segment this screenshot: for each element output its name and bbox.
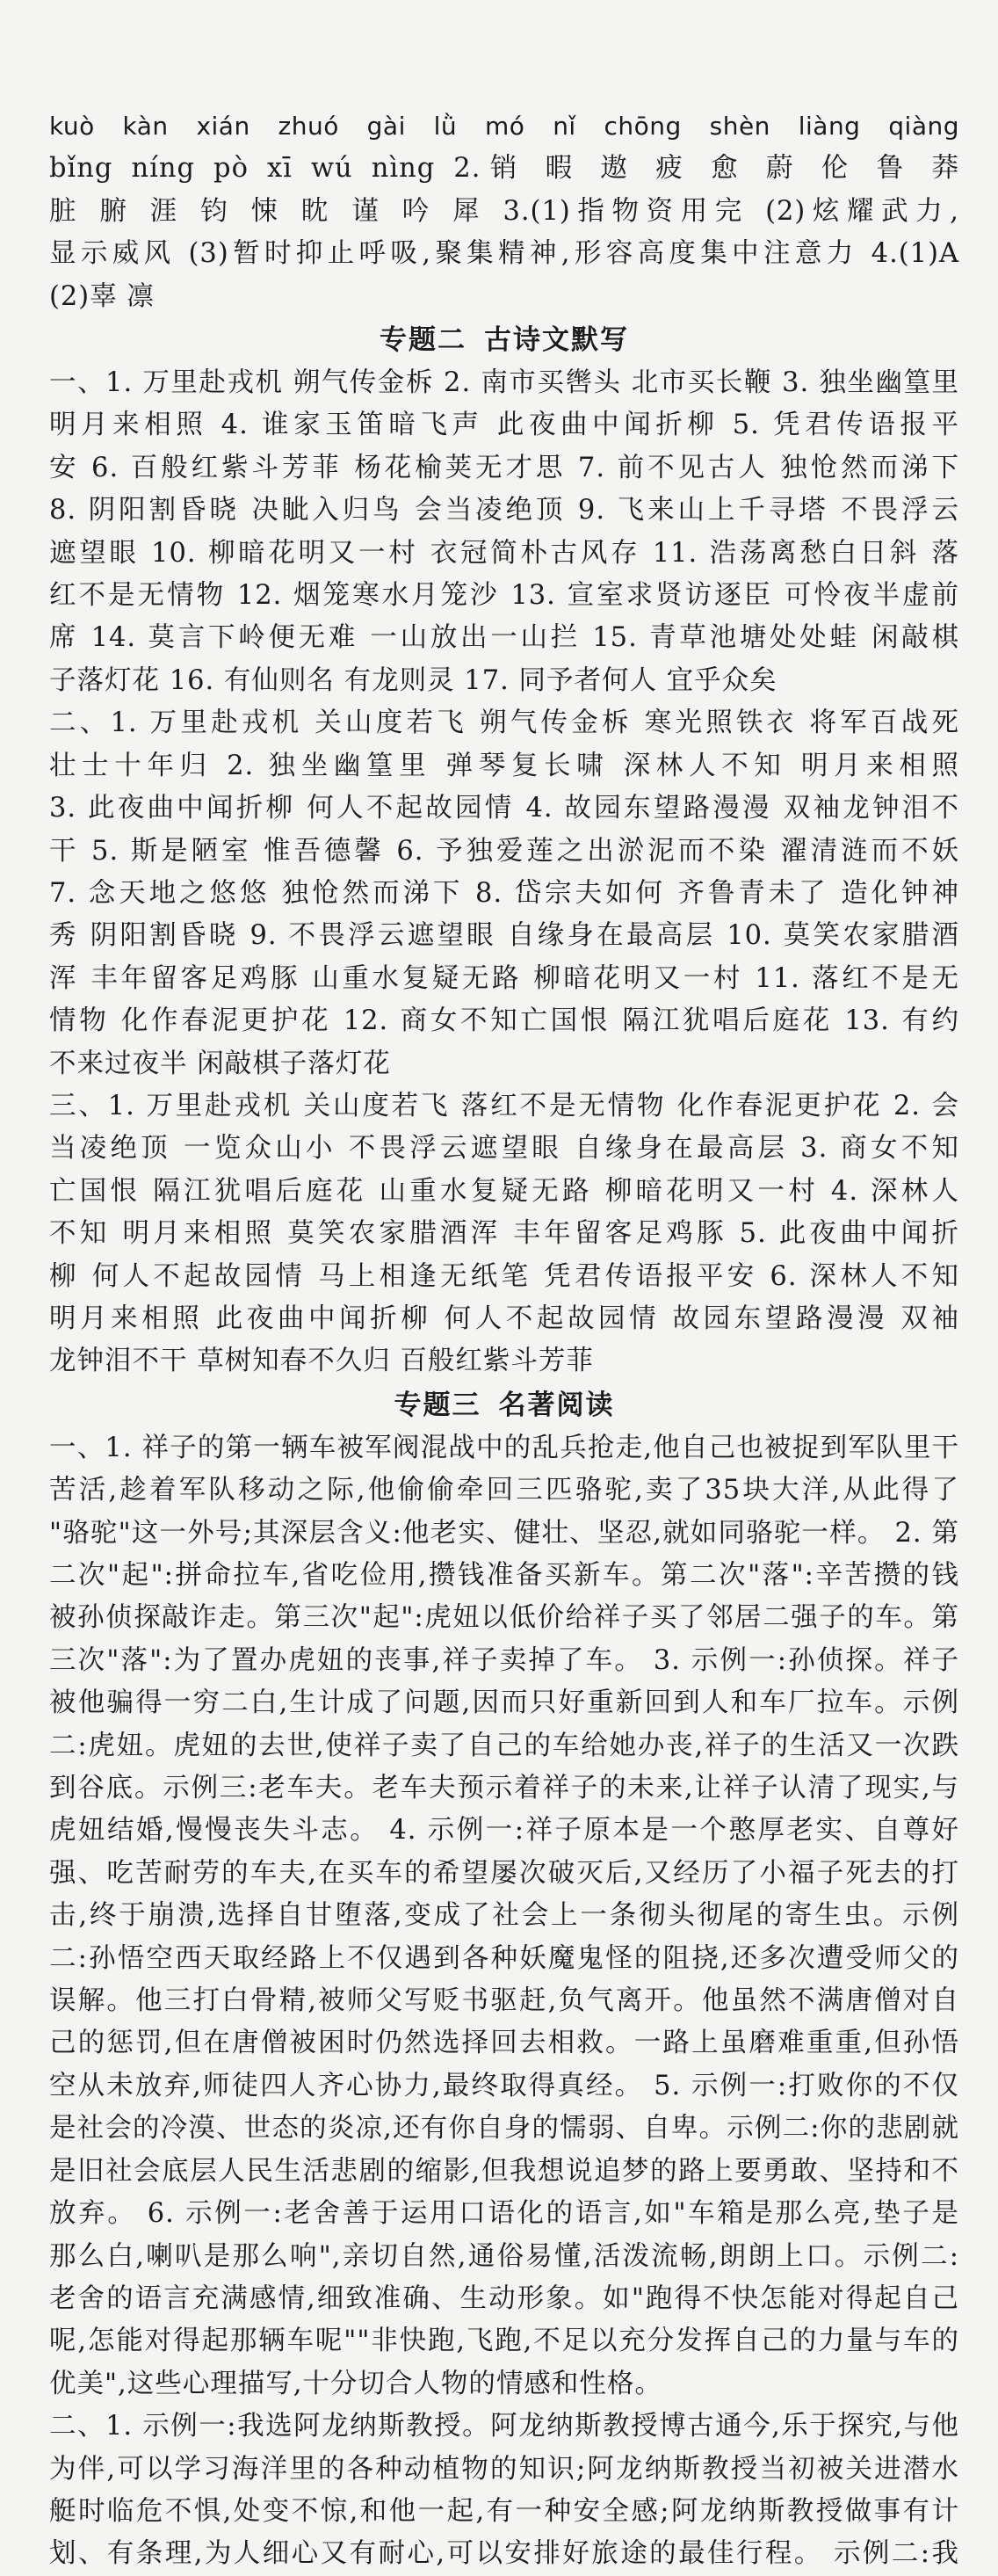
text-line: 浑 丰年留客足鸡豚 山重水复疑无路 柳暗花明又一村 11. 落红不是无 [49, 962, 959, 994]
text-line: 艇时临危不惧,处变不惊,和他一起,有一种安全感;阿龙纳斯教授做事有计 [49, 2495, 959, 2527]
text-line: 老舍的语言充满感情,细致准确、生动形象。如"跑得不快怎能对得起自己 [49, 2282, 959, 2314]
text-line: 是旧社会底层人民生活悲剧的缩影,但我想说追梦的路上要勇敢、坚持和不 [49, 2155, 959, 2187]
text-line: "骆驼"这一外号;其深层含义:他老实、健壮、坚忍,就如同骆驼一样。 2. 第 [49, 1517, 959, 1549]
text-line: 强、吃苦耐劳的车夫,在买车的希望屡次破灭后,又经历了小福子死去的打 [49, 1857, 959, 1889]
text-line: 一、1. 祥子的第一辆车被军阀混战中的乱兵抢走,他自己也被捉到军队里干 [49, 1432, 959, 1463]
text-line: 二、1. 示例一:我选阿龙纳斯教授。阿龙纳斯教授博古通今,乐于探究,与他 [49, 2411, 959, 2442]
text-line: 被他骗得一穷二白,生计成了问题,因而只好重新回到人和车厂拉车。示例 [49, 1687, 959, 1719]
text-line: 情物 化作春泥更护花 12. 商女不知亡国恨 隔江犹唱后庭花 13. 有约 [49, 1005, 959, 1037]
text-line: 亡国恨 隔江犹唱后庭花 山重水复疑无路 柳暗花明又一村 4. 深林人 [49, 1175, 959, 1207]
text-line: 误解。他三打白骨精,被师父写贬书驱赶,负气离开。他虽然不满唐僧对自 [49, 1985, 959, 2017]
text-line: 8. 阴阳割昏晓 决眦入归鸟 会当凌绝顶 9. 飞来山上千寻塔 不畏浮云 [49, 495, 959, 526]
section-label: 专题三 [394, 1389, 481, 1421]
text-line: 席 14. 莫言下岭便无难 一山放出一山拦 15. 青草池塘处处蛙 闲敲棋 [49, 622, 959, 654]
text-line: 空从未放弃,师徒四人齐心协力,最终取得真经。 5. 示例一:打败你的不仅 [49, 2070, 959, 2101]
text-line: 一、1. 万里赴戎机 朔气传金柝 2. 南市买辔头 北市买长鞭 3. 独坐幽篁里 [49, 367, 959, 399]
pinyin-line: kuò kàn xián zhuó gài lǜ mó nǐ chōng shèn liàng qiàng [49, 112, 959, 141]
text-line: 三、1. 万里赴戎机 关山度若飞 落红不是无情物 化作春泥更护花 2. 会 [49, 1090, 959, 1121]
section-title: 名著阅读 [498, 1389, 615, 1421]
section-title: 古诗文默写 [484, 324, 629, 357]
text-line: 击,终于崩溃,选择自甘堕落,变成了社会上一条彻头彻尾的寄生虫。示例 [49, 1900, 959, 1932]
text-line: 二、1. 万里赴戎机 关山度若飞 朔气传金柝 寒光照铁衣 将军百战死 [49, 707, 959, 739]
text-line: 放弃。 6. 示例一:老舍善于运用口语化的语言,如"车箱是那么亮,垫子是 [49, 2198, 959, 2230]
text-line: 柳 何人不起故园情 马上相逢无纸笔 凭君传语报平安 6. 深林人不知 [49, 1260, 959, 1292]
text-line: 苦活,趁着军队移动之际,他偷偷牵回三匹骆驼,卖了35块大洋,从此得了 [49, 1475, 959, 1506]
text-line: 那么白,喇叭是那么响",亲切自然,通俗易懂,活泼流畅,朗朗上口。示例二: [49, 2240, 959, 2272]
text-line: 被孙侦探敲诈走。第三次"起":虎妞以低价给祥子买了邻居二强子的车。第 [49, 1602, 959, 1634]
text-line: 明月来相照 4. 谁家玉笛暗飞声 此夜曲中闻折柳 5. 凭君传语报平 [49, 410, 959, 441]
text-line: 不来过夜半 闲敲棋子落灯花 [49, 1048, 391, 1079]
text-line: 呢,怎能对得起那辆车呢""非快跑,飞跑,不足以充分发挥自己的力量与车的 [49, 2326, 959, 2357]
text-line: 不知 明月来相照 莫笑农家腊酒浑 丰年留客足鸡豚 5. 此夜曲中闻折 [49, 1218, 959, 1250]
text-line: 子落灯花 16. 有仙则名 有龙则灵 17. 同予者何人 宜乎众矣 [49, 664, 777, 696]
text-line: 红不是无情物 12. 烟笼寒水月笼沙 13. 宣室求贤访逐臣 可怜夜半虚前 [49, 580, 959, 612]
answer-line: bǐng níng pò xī wú nìng 2.销 暇 遨 疲 愈 蔚 伦 鲁 莽 [49, 153, 959, 185]
text-line: 为伴,可以学习海洋里的各种动植物的知识;阿龙纳斯教授当初被关进潜水 [49, 2453, 959, 2485]
answer-line: 显示威风 (3)暂时抑止呼吸,聚集精神,形容高度集中注意力 4.(1)A [49, 238, 959, 270]
text-line: 明月来相照 此夜曲中闻折柳 何人不起故园情 故园东望路漫漫 双袖 [49, 1303, 959, 1334]
text-line: 二:孙悟空西天取经路上不仅遇到各种妖魔鬼怪的阻挠,还多次遭受师父的 [49, 1942, 959, 1974]
text-line: 安 6. 百般红紫斗芳菲 杨花榆荚无才思 7. 前不见古人 独怆然而涕下 [49, 452, 959, 483]
text-line: 秀 阴阳割昏晓 9. 不畏浮云遮望眼 自缘身在最高层 10. 莫笑农家腊酒 [49, 920, 959, 952]
text-line: 二:虎妞。虎妞的去世,使祥子卖了自己的车给她办丧,祥子的生活又一次跌 [49, 1730, 959, 1761]
answer-line: 脏 腑 涯 钧 悚 眈 谨 吟 犀 3.(1)指物资用完 (2)炫耀武力, [49, 195, 959, 227]
text-line: 虎妞结婚,慢慢丧失斗志。 4. 示例一:祥子原本是一个憨厚老实、自尊好 [49, 1815, 959, 1847]
section-label: 专题二 [380, 324, 466, 357]
text-line: 优美",这些心理描写,十分切合人物的情感和性格。 [49, 2368, 662, 2399]
text-line: 7. 念天地之悠悠 独怆然而涕下 8. 岱宗夫如何 齐鲁青未了 造化钟神 [49, 877, 959, 909]
text-line: 龙钟泪不干 草树知春不久归 百般红紫斗芳菲 [49, 1346, 594, 1377]
answer-line: (2)辜 凛 [49, 280, 155, 312]
text-line: 是社会的冷漠、世态的炎凉,还有你自身的懦弱、自卑。示例二:你的悲剧就 [49, 2113, 959, 2144]
section-heading-topic2 [49, 318, 959, 362]
topic2-body [49, 362, 959, 1383]
text-line: 当凌绝顶 一览众山小 不畏浮云遮望眼 自缘身在最高层 3. 商女不知 [49, 1133, 959, 1165]
text-line: 壮士十年归 2. 独坐幽篁里 弹琴复长啸 深林人不知 明月来相照 [49, 750, 959, 781]
text-line: 二次"起":拼命拉车,省吃俭用,攒钱准备买新车。第二次"落":辛苦攒的钱 [49, 1560, 959, 1591]
text-line: 划、有条理,为人细心又有耐心,可以安排好旅途的最佳行程。 示例二:我 [49, 2538, 959, 2570]
text-line: 3. 此夜曲中闻折柳 何人不起故园情 4. 故园东望路漫漫 双袖龙钟泪不 [49, 793, 959, 824]
text-line: 三次"落":为了置办虎妞的丧事,祥子卖掉了车。 3. 示例一:孙侦探。祥子 [49, 1644, 959, 1676]
text-line: 己的惩罚,但在唐僧被困时仍然选择回去相救。一路上虽磨难重重,但孙悟 [49, 2028, 959, 2059]
text-line: 干 5. 斯是陋室 惟吾德馨 6. 予独爱莲之出淤泥而不染 濯清涟而不妖 [49, 835, 959, 867]
text-line: 遮望眼 10. 柳暗花明又一村 衣冠简朴古风存 11. 浩荡离愁白日斜 落 [49, 537, 959, 569]
text-line: 到谷底。示例三:老车夫。老车夫预示着祥子的未来,让祥子认清了现实,与 [49, 1773, 959, 1804]
topic3-body [49, 1427, 959, 2576]
section-heading-topic3 [49, 1383, 959, 1427]
